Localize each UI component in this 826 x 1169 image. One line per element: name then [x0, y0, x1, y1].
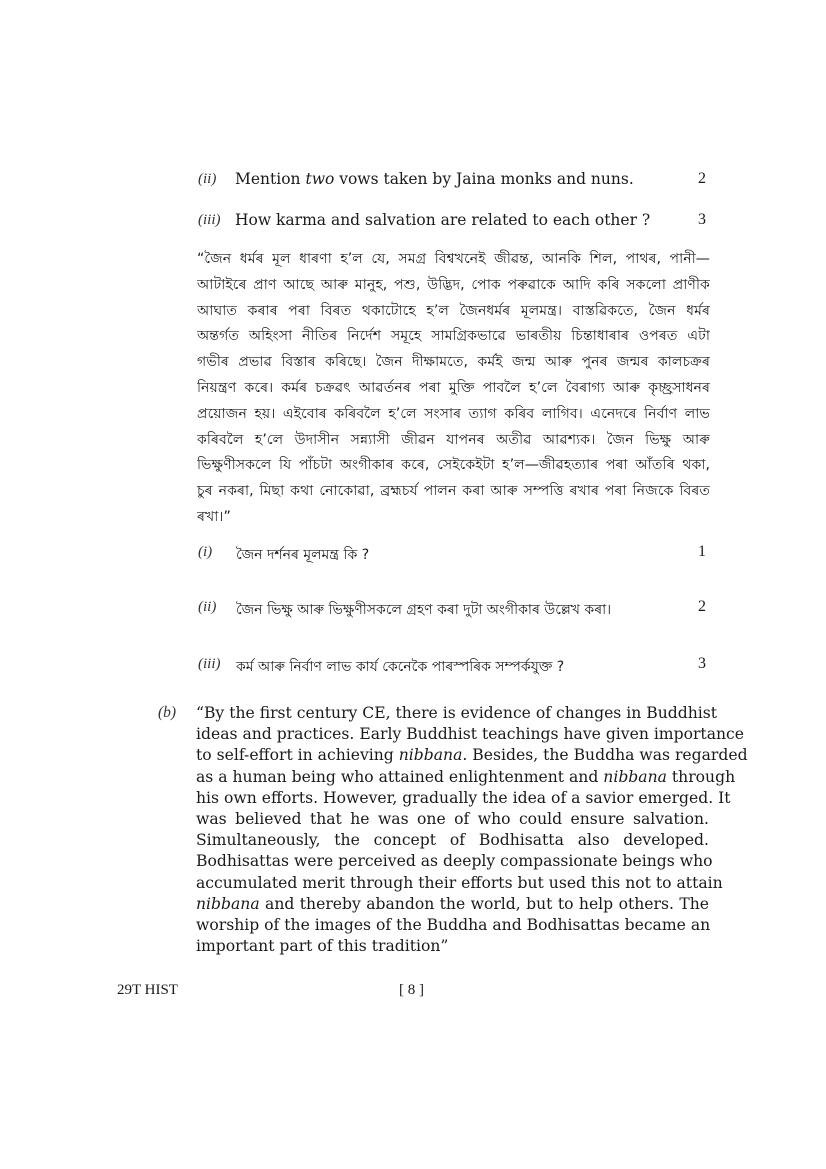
passage-text: “By the first century CE, there is evidence of changes in Buddhist — [196, 704, 718, 722]
question-number: (ii) — [198, 599, 217, 615]
passage-line: আটাইৰে প্ৰাণ আছে আৰু মানুহ, পশু, উদ্ভিদ, পোক পৰুৱাকে আদি কৰি সকলো প্ৰাণীক — [197, 276, 710, 293]
passage-line — [196, 703, 718, 724]
passage-text: Bodhisattas were perceived as deeply compassionate beings who — [196, 852, 713, 871]
passage-text: worship of the images of the Buddha and Bodhisattas became an — [196, 916, 711, 935]
paper-code: 29T HIST — [117, 982, 178, 998]
question-number: (i) — [198, 544, 213, 560]
question-text: জৈন দৰ্শনৰ মূলমন্ত্ৰ কি ? — [236, 547, 370, 563]
question-number: (iii) — [198, 656, 221, 672]
passage-text: accumulated merit through their efforts but used this not to attain — [196, 873, 723, 892]
passage-line: ৰখা।” — [197, 508, 231, 525]
passage-emphasis: nibbana — [398, 746, 463, 765]
passage-line — [196, 809, 709, 830]
question-marks: 2 — [698, 170, 706, 187]
passage-line — [196, 873, 723, 894]
passage-text: his own efforts. However, gradually the idea of a savior emerged. It — [196, 788, 731, 807]
passage-line — [196, 851, 713, 872]
passage-line — [196, 745, 748, 766]
section-b-label: (b) — [158, 704, 177, 721]
passage-line — [196, 788, 731, 809]
page-number: [ 8 ] — [399, 982, 424, 998]
passage-line: আঘাত কৰাৰ পৰা বিৰত থকাটোহে হ’ল জৈনধৰ্মৰ মূলমন্ত্ৰ। বাস্তৱিকতে, জৈন ধৰ্মৰ — [197, 302, 710, 319]
passage-line: চুৰ নকৰা, মিছা কথা নোকোৱা, ব্ৰহ্মচৰ্য পালন কৰা আৰু সম্পত্তি ৰখাৰ পৰা নিজকে বিৰত — [197, 483, 710, 500]
passage-line: অন্তৰ্গত অহিংসা নীতিৰ নিৰ্দেশ সমূহে সামগ্ৰিকভাৱে ভাৰতীয় চিন্তাধাৰাৰ ওপৰত এটা — [197, 328, 710, 345]
question-number: (iii) — [198, 212, 221, 228]
passage-emphasis: nibbana — [603, 767, 667, 786]
passage-text: and thereby abandon the world, but to help others. The — [259, 894, 709, 913]
passage-line: কৰিবলৈ হ’লে উদাসীন সন্ন্যাসী জীৱন যাপনৰ অতীৱ আৱশ্যক। জৈন ভিক্ষু আৰু — [197, 431, 710, 448]
passage-line — [196, 724, 744, 745]
passage-text: . Besides, the Buddha was regarded — [462, 746, 748, 765]
passage-line — [196, 767, 736, 788]
passage-line: “জৈন ধৰ্মৰ মূল ধাৰণা হ’ল যে, সমগ্ৰ বিশ্বখনেই জীৱন্ত, আনকি শিল, পাথৰ, পানী— — [197, 251, 710, 267]
passage-text: important part of this tradition” — [196, 937, 449, 956]
question-text: জৈন ভিক্ষু আৰু ভিক্ষুণীসকলে গ্ৰহণ কৰা দুটা অংগীকাৰ উল্লেখ কৰা। — [236, 602, 612, 618]
passage-line: ভিক্ষুণীসকলে যি পাঁচটা অংগীকাৰ কৰে, সেইকেইটা হ’ল—জীৱহত্যাৰ পৰা আঁতৰি থকা, — [197, 457, 710, 474]
passage-line — [196, 915, 709, 936]
passage-text: as a human being who attained enlightenment and — [196, 767, 604, 786]
passage-text: Simultaneously, the concept of Bodhisatta also developed. — [196, 831, 709, 850]
passage-text: to self-effort in achieving — [196, 746, 399, 765]
section-b-passage — [196, 703, 748, 957]
question-text: How karma and salvation are related to each other ? — [235, 211, 651, 229]
passage-line: প্ৰয়োজন হয়। এইবোৰ কৰিবলৈ হ’লে সংসাৰ ত্যাগ কৰিব লাগিব। এনেদৰে নিৰ্বাণ লাভ — [197, 405, 710, 422]
question-text-part: vows taken by Jaina monks and nuns. — [334, 170, 634, 188]
passage-line: নিয়ন্ত্ৰণ কৰে। কৰ্মৰ চক্ৰৱৎ আৱৰ্তনৰ পৰা মুক্তি পাবলৈ হ’লে বৈৰাগ্য আৰু কৃচ্ছ্ৰসাধনৰ — [197, 379, 710, 396]
question-text: কৰ্ম আৰু নিৰ্বাণ লাভ কাৰ্য কেনেকৈ পাৰস্পৰিক সম্পৰ্কযুক্ত ? — [236, 659, 565, 675]
passage-line: গভীৰ প্ৰভাৱ বিস্তাৰ কৰিছে। জৈন দীক্ষামতে, কৰ্মই জন্ম আৰু পুনৰ জন্মৰ কালচক্ৰৰ — [197, 354, 710, 371]
question-number: (ii) — [198, 171, 217, 187]
question-text — [235, 170, 634, 188]
passage-line — [196, 894, 709, 915]
question-marks: 1 — [698, 543, 706, 560]
passage-text: through — [666, 767, 736, 786]
question-text-part: Mention — [235, 170, 306, 188]
passage-text: was believed that he was one of who could ensure salvation. — [196, 810, 709, 829]
passage-line — [196, 936, 709, 957]
question-marks: 2 — [698, 598, 706, 615]
passage-text: ideas and practices. Early Buddhist teachings have given importance — [196, 725, 744, 744]
question-marks: 3 — [698, 211, 706, 228]
question-text-emphasis: two — [305, 170, 335, 188]
assamese-passage — [197, 247, 710, 531]
passage-line — [196, 830, 709, 851]
passage-emphasis: nibbana — [196, 894, 260, 913]
question-marks: 3 — [698, 655, 706, 672]
